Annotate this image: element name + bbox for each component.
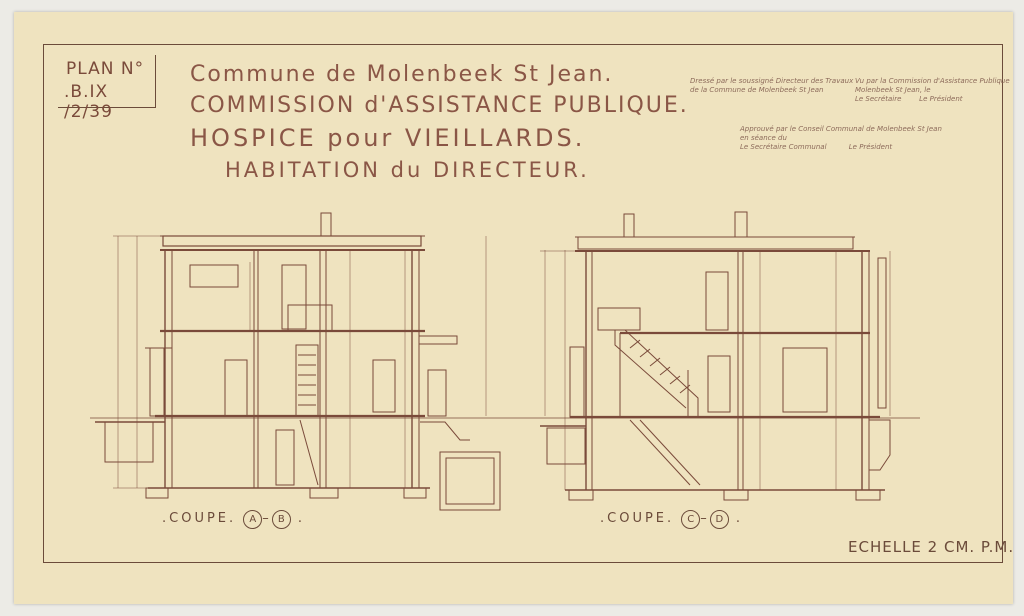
title-commission: COMMISSION d'ASSISTANCE PUBLIQUE. <box>190 93 689 118</box>
section-marker-a: A <box>243 510 262 529</box>
section-a-b-drawing <box>95 213 500 510</box>
section-c-d-drawing <box>540 212 890 500</box>
scale-label: ECHELLE 2 CM. P.M. <box>848 538 1015 556</box>
plan-title: PLAN N° <box>66 59 145 79</box>
title-hospice: HOSPICE pour VIEILLARDS. <box>190 124 586 152</box>
title-habitation: HABITATION du DIRECTEUR. <box>225 158 590 182</box>
title-commune: Commune de Molenbeek St Jean. <box>190 62 614 87</box>
section-prefix: .COUPE. <box>600 511 675 526</box>
section-label-a-b: .COUPE. A – B . <box>162 510 305 529</box>
note-dresse: Dressé par le soussigné Directeur des Travaux de la Commune de Molenbeek St Jean <box>690 77 854 94</box>
section-label-c-d: .COUPE. C – D . <box>600 510 743 529</box>
note-approuve: Approuvé par le Conseil Communal de Molenbeek St Jean en séance du Le Secrétaire Communal Le Président <box>740 125 942 151</box>
plan-number: .B.IX /2/39 <box>64 82 113 122</box>
section-marker-b: B <box>272 510 291 529</box>
note-vu: Vu par la Commission d'Assistance Publique Molenbeek St Jean, le Le Secrétaire Le Président <box>855 77 1010 103</box>
section-prefix: .COUPE. <box>162 511 237 526</box>
section-marker-d: D <box>710 510 729 529</box>
section-marker-c: C <box>681 510 700 529</box>
